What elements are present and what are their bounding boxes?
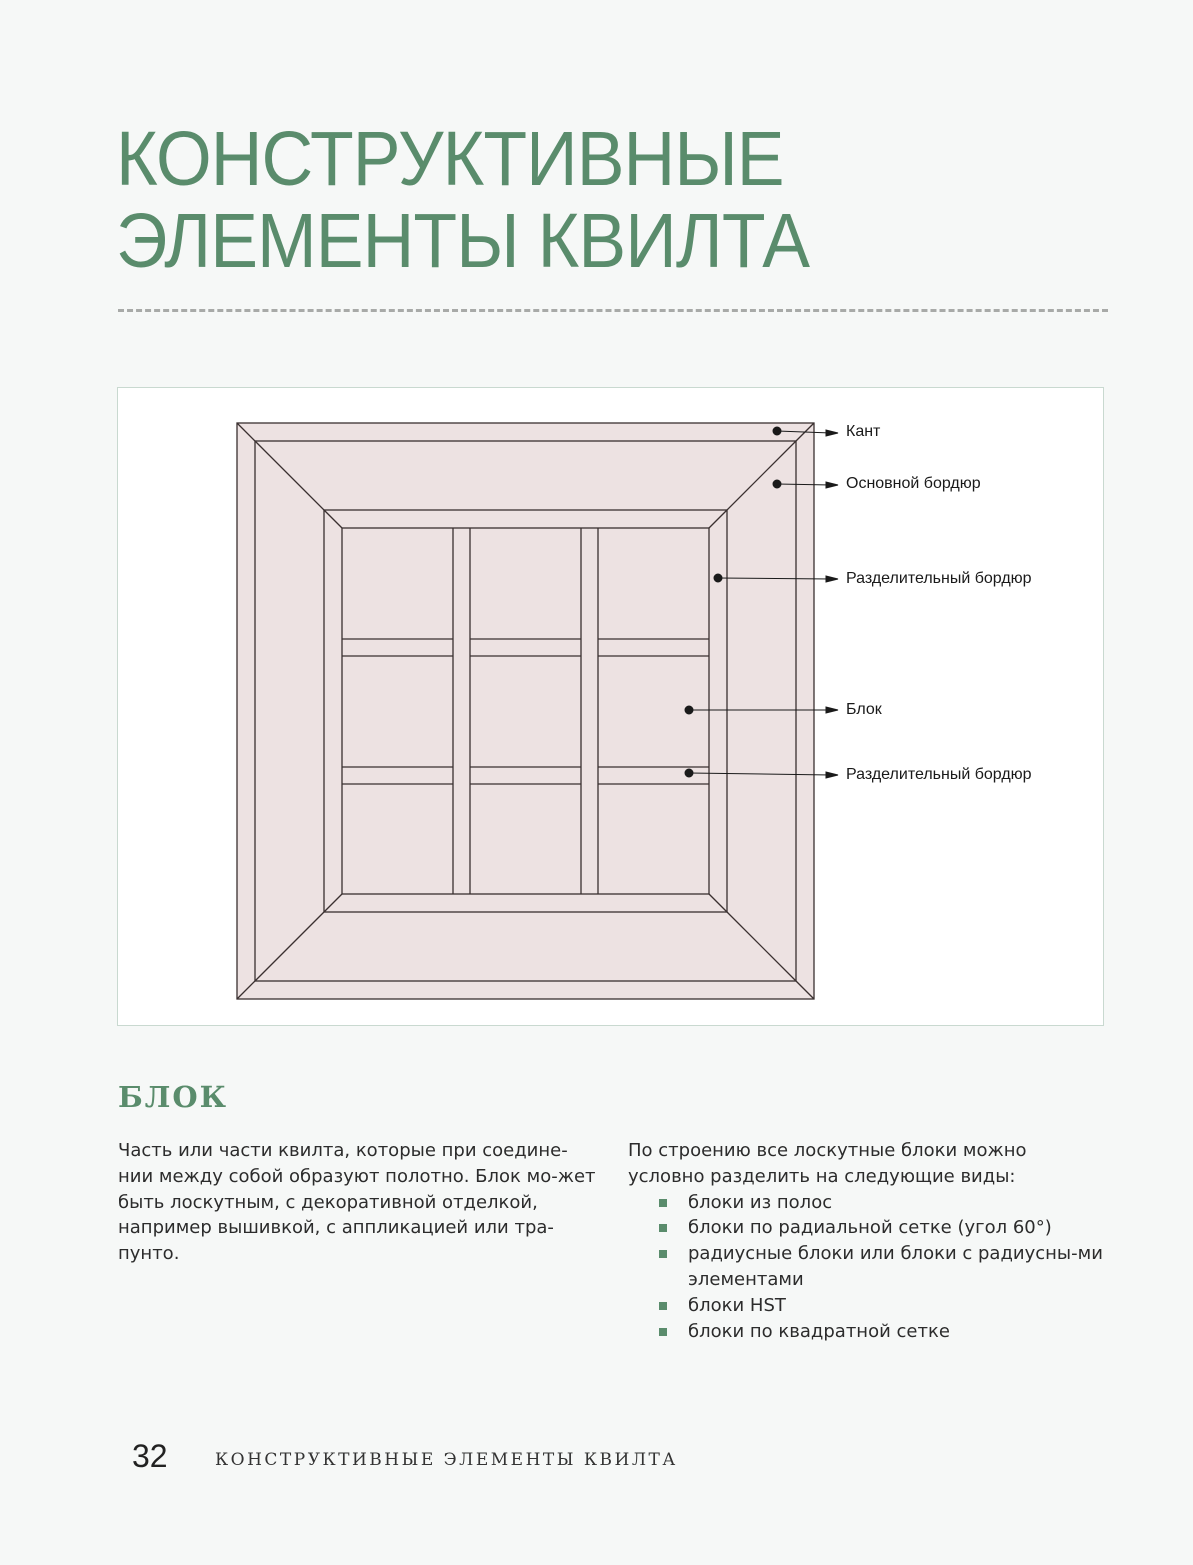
dashed-divider (118, 309, 1108, 312)
list-item (688, 1293, 1103, 1319)
list-item (688, 1215, 1103, 1241)
block-types-list (628, 1190, 1103, 1345)
page-number: 32 (132, 1438, 168, 1474)
list-item (688, 1190, 1103, 1216)
label-sashing-border: Разделительный бордюр (846, 570, 1032, 587)
list-item-text: блоки из полос (688, 1191, 833, 1213)
title-line-1: КОНСТРУКТИВНЫЕ (116, 116, 784, 202)
quilt-diagram (117, 387, 1104, 1026)
running-head: КОНСТРУКТИВНЫЕ ЭЛЕМЕНТЫ КВИЛТА (215, 1450, 678, 1470)
list-item-text: блоки HST (688, 1294, 786, 1316)
square-bullet-icon (659, 1199, 667, 1207)
square-bullet-icon (659, 1224, 667, 1232)
label-main-border: Основной бордюр (846, 475, 981, 492)
label-sashing: Разделительный бордюр (846, 766, 1032, 783)
list-item (688, 1319, 1103, 1345)
square-bullet-icon (659, 1328, 667, 1336)
label-block: Блок (846, 701, 882, 718)
label-binding: Кант (846, 423, 881, 440)
block-types-column (628, 1138, 1103, 1344)
list-item-text: блоки по радиальной сетке (угол 60°) (688, 1217, 1052, 1239)
section-heading: БЛОК (118, 1080, 229, 1114)
list-item-text: блоки по квадратной сетке (688, 1320, 950, 1342)
block-types-intro: По строению все лоскутные блоки можно условно разделить на следующие виды: (628, 1140, 1027, 1187)
title-line-2: ЭЛЕМЕНТЫ КВИЛТА (116, 198, 810, 284)
block-definition-text: Часть или части квилта, которые при соедине-нии между собой образуют полотно. Блок мо-жет быть лоскутным, с декоративной отделкой, например вышивкой, с аппликацией или тра-пунто. (118, 1140, 596, 1265)
list-item-text: радиусные блоки или блоки с радиусны-ми элементами (688, 1243, 1103, 1290)
list-item (688, 1241, 1103, 1293)
square-bullet-icon (659, 1250, 667, 1258)
page-title (116, 118, 809, 282)
quilt-center-field (342, 528, 709, 894)
square-bullet-icon (659, 1302, 667, 1310)
